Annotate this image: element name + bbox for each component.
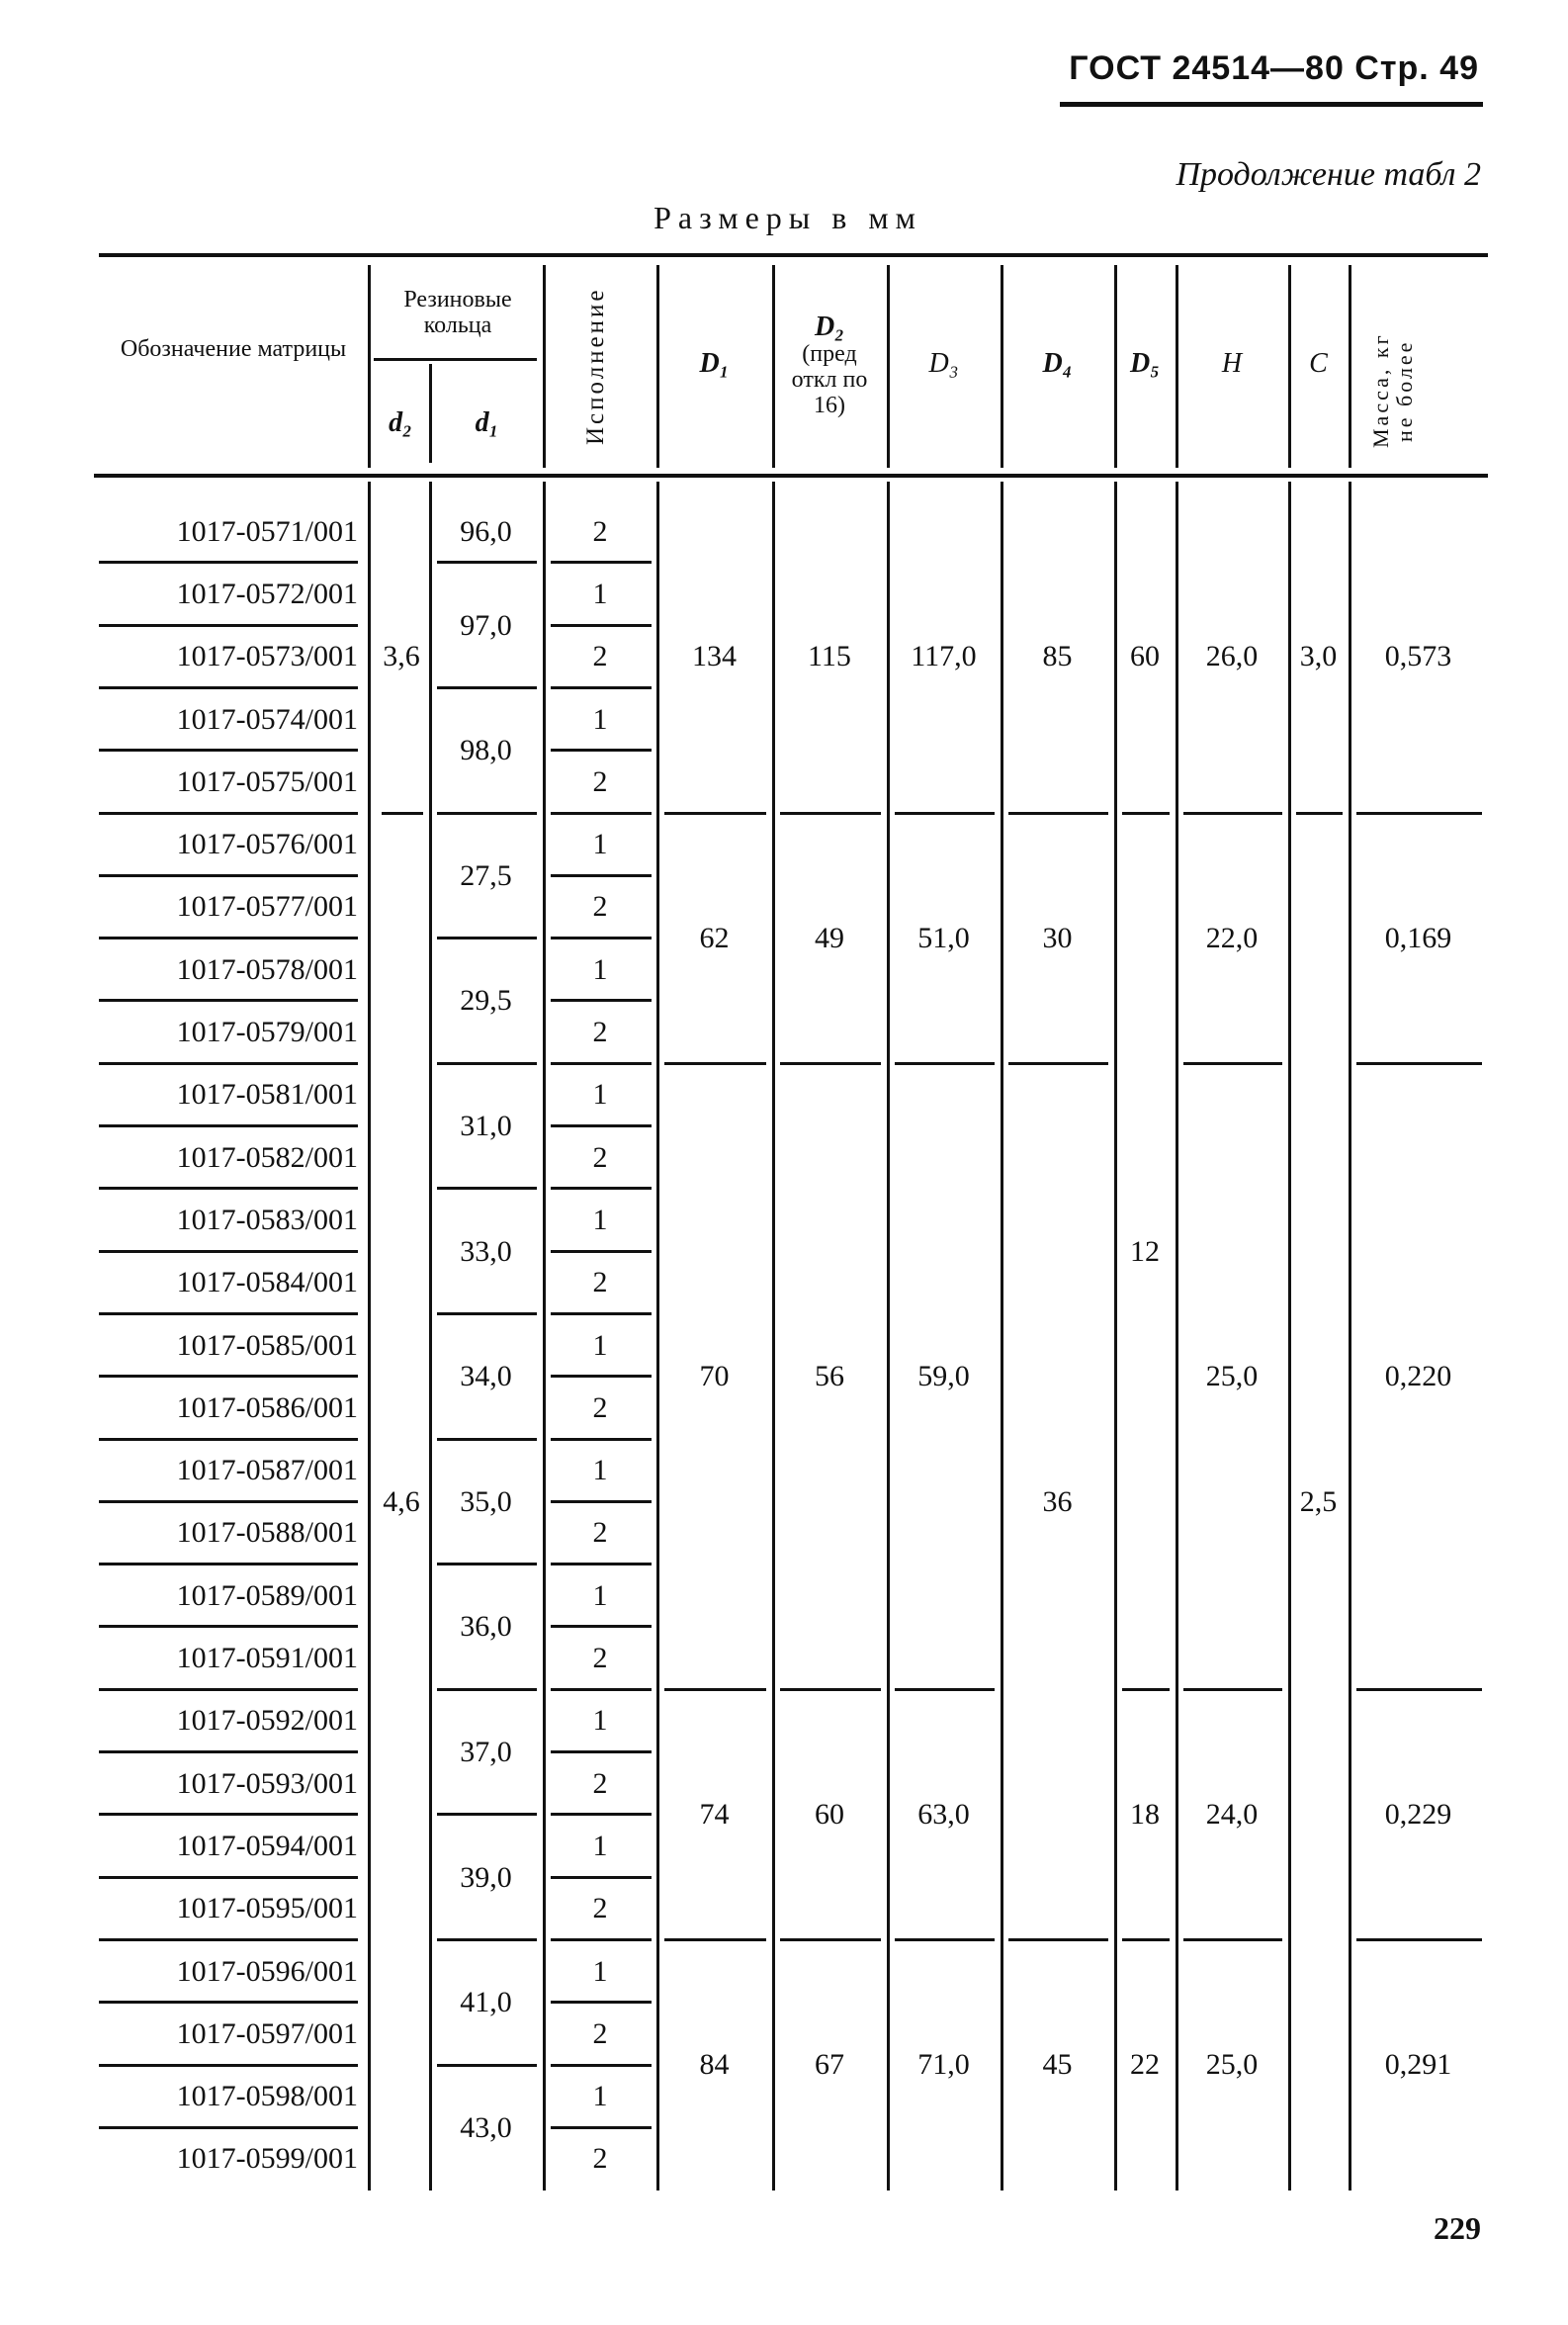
version-cell: 1	[592, 1829, 608, 1862]
header-column-line	[1288, 265, 1291, 468]
header-column-line	[1114, 265, 1117, 468]
header-D2-note: (пред откл по 16)	[791, 341, 868, 418]
d1-cell: 39,0	[460, 1860, 512, 1894]
header-d2: d₂	[389, 407, 412, 438]
mass-cell: 0,291	[1384, 2048, 1452, 2082]
H-cell: 25,0	[1205, 1360, 1259, 1393]
mass-cell: 0,229	[1384, 1798, 1452, 1832]
designation-cell: 1017-0579/001	[176, 1016, 358, 1049]
version-cell: 1	[592, 577, 608, 610]
D4-cell: 36	[1042, 1484, 1073, 1518]
version-cell: 1	[592, 828, 608, 861]
header-D5: D₅	[1130, 348, 1160, 379]
version-cell: 2	[592, 2016, 608, 2050]
C-cell: 3,0	[1299, 640, 1338, 673]
designation-cell: 1017-0575/001	[176, 764, 358, 798]
designation-cell: 1017-0582/001	[176, 1140, 358, 1174]
table-continuation-label: Продолжение табл 2	[1176, 156, 1481, 193]
designation-cell: 1017-0577/001	[176, 890, 358, 924]
header-D1: D₁	[699, 348, 730, 379]
designation-cell: 1017-0598/001	[176, 2080, 358, 2113]
d1-cell: 98,0	[460, 734, 512, 767]
designation-cell: 1017-0596/001	[176, 1954, 358, 1988]
header-H: H	[1221, 348, 1243, 379]
header-D2: D₂	[815, 312, 844, 342]
header-column-line	[368, 265, 371, 468]
version-cell: 1	[592, 1328, 608, 1362]
header-rule	[1060, 102, 1483, 107]
version-cell: 2	[592, 1140, 608, 1174]
mass-cell: 0,573	[1384, 640, 1452, 673]
D1-cell: 62	[699, 922, 730, 955]
D5-cell: 22	[1130, 2048, 1160, 2082]
rubber-rings-rule	[374, 358, 537, 361]
standard-header: ГОСТ 24514—80 Стр. 49	[1069, 49, 1479, 87]
header-d1: d₁	[475, 407, 499, 438]
version-cell: 2	[592, 514, 608, 548]
header-rubber-rings: Резиновые кольца	[403, 287, 512, 338]
designation-cell: 1017-0572/001	[176, 577, 358, 610]
d1-cell: 31,0	[460, 1109, 512, 1142]
H-cell: 26,0	[1205, 640, 1259, 673]
header-column-line	[429, 364, 432, 463]
version-cell: 2	[592, 1642, 608, 1675]
header-C: C	[1309, 348, 1328, 379]
version-cell: 1	[592, 702, 608, 736]
designation-cell: 1017-0597/001	[176, 2016, 358, 2050]
header-D4: D₄	[1042, 348, 1073, 379]
designation-cell: 1017-0576/001	[176, 828, 358, 861]
H-cell: 24,0	[1205, 1798, 1259, 1832]
version-cell: 2	[592, 1016, 608, 1049]
D1-cell: 70	[699, 1360, 730, 1393]
header-column-line	[1176, 265, 1178, 468]
d1-cell: 33,0	[460, 1234, 512, 1268]
designation-cell: 1017-0594/001	[176, 1829, 358, 1862]
designation-cell: 1017-0595/001	[176, 1892, 358, 1925]
designation-cell: 1017-0592/001	[176, 1704, 358, 1738]
version-cell: 2	[592, 1266, 608, 1299]
version-cell: 2	[592, 2142, 608, 2176]
header-column-line	[1349, 265, 1351, 468]
header-mass: Масса, кг не более	[1368, 332, 1417, 449]
version-cell: 1	[592, 1078, 608, 1112]
d1-cell: 41,0	[460, 1986, 512, 2019]
designation-cell: 1017-0578/001	[176, 952, 358, 986]
D5-cell: 12	[1130, 1234, 1160, 1268]
version-cell: 2	[592, 764, 608, 798]
d2-cell: 3,6	[383, 640, 420, 673]
units-caption: Размеры в мм	[653, 200, 922, 235]
designation-cell: 1017-0574/001	[176, 702, 358, 736]
d1-cell: 36,0	[460, 1610, 512, 1644]
designation-cell: 1017-0589/001	[176, 1578, 358, 1612]
designation-cell: 1017-0581/001	[176, 1078, 358, 1112]
d1-cell: 37,0	[460, 1735, 512, 1768]
header-D3: D₃	[928, 348, 959, 379]
designation-cell: 1017-0587/001	[176, 1454, 358, 1487]
version-cell: 2	[592, 1892, 608, 1925]
version-cell: 1	[592, 1954, 608, 1988]
designation-cell: 1017-0586/001	[176, 1390, 358, 1424]
d1-cell: 27,5	[460, 858, 512, 892]
designation-cell: 1017-0591/001	[176, 1642, 358, 1675]
designation-cell: 1017-0584/001	[176, 1266, 358, 1299]
designation-cell: 1017-0593/001	[176, 1766, 358, 1800]
D2-cell: 60	[815, 1798, 844, 1832]
D2-cell: 56	[815, 1360, 844, 1393]
D3-cell: 117,0	[911, 640, 977, 673]
version-cell: 2	[592, 1766, 608, 1800]
d1-cell: 29,5	[460, 984, 512, 1018]
header-column-line	[543, 265, 546, 468]
D2-cell: 67	[815, 2048, 844, 2082]
d1-cell: 96,0	[460, 514, 512, 548]
header-column-line	[772, 265, 775, 468]
d2-cell: 4,6	[383, 1484, 420, 1518]
header-column-line	[1001, 265, 1003, 468]
version-cell: 2	[592, 640, 608, 673]
header-version: Исполнение	[582, 287, 609, 445]
table-header-rule	[94, 474, 1488, 478]
column-line	[368, 482, 371, 2191]
C-cell: 2,5	[1299, 1484, 1338, 1518]
table-top-rule	[99, 253, 1488, 257]
D2-cell: 115	[808, 640, 851, 673]
D5-cell: 18	[1130, 1798, 1160, 1832]
D1-cell: 84	[699, 2048, 730, 2082]
version-cell: 1	[592, 1704, 608, 1738]
D3-cell: 71,0	[917, 2048, 970, 2082]
version-cell: 1	[592, 1578, 608, 1612]
page-number: 229	[1434, 2210, 1481, 2246]
version-cell: 1	[592, 952, 608, 986]
D3-cell: 51,0	[917, 922, 970, 955]
version-cell: 1	[592, 2080, 608, 2113]
version-cell: 2	[592, 1516, 608, 1550]
d1-cell: 35,0	[460, 1484, 512, 1518]
D4-cell: 45	[1042, 2048, 1073, 2082]
header-column-line	[656, 265, 659, 468]
version-cell: 1	[592, 1203, 608, 1236]
header-column-line	[887, 265, 890, 468]
D3-cell: 59,0	[917, 1360, 970, 1393]
designation-cell: 1017-0583/001	[176, 1203, 358, 1236]
D5-cell: 60	[1130, 640, 1160, 673]
mass-cell: 0,169	[1384, 922, 1452, 955]
d1-cell: 34,0	[460, 1360, 512, 1393]
version-cell: 2	[592, 1390, 608, 1424]
D3-cell: 63,0	[917, 1798, 970, 1832]
D4-cell: 30	[1042, 922, 1073, 955]
D2-cell: 49	[815, 922, 844, 955]
d1-cell: 97,0	[460, 608, 512, 642]
version-cell: 1	[592, 1454, 608, 1487]
designation-cell: 1017-0588/001	[176, 1516, 358, 1550]
header-designation: Обозначение матрицы	[120, 336, 347, 362]
H-cell: 22,0	[1205, 922, 1259, 955]
designation-cell: 1017-0571/001	[176, 514, 358, 548]
d1-cell: 43,0	[460, 2110, 512, 2144]
designation-cell: 1017-0585/001	[176, 1328, 358, 1362]
designation-cell: 1017-0573/001	[176, 640, 358, 673]
D1-cell: 74	[699, 1798, 730, 1832]
designation-cell: 1017-0599/001	[176, 2142, 358, 2176]
D1-cell: 134	[692, 640, 737, 673]
mass-cell: 0,220	[1384, 1360, 1452, 1393]
D4-cell: 85	[1042, 640, 1073, 673]
H-cell: 25,0	[1205, 2048, 1259, 2082]
version-cell: 2	[592, 890, 608, 924]
